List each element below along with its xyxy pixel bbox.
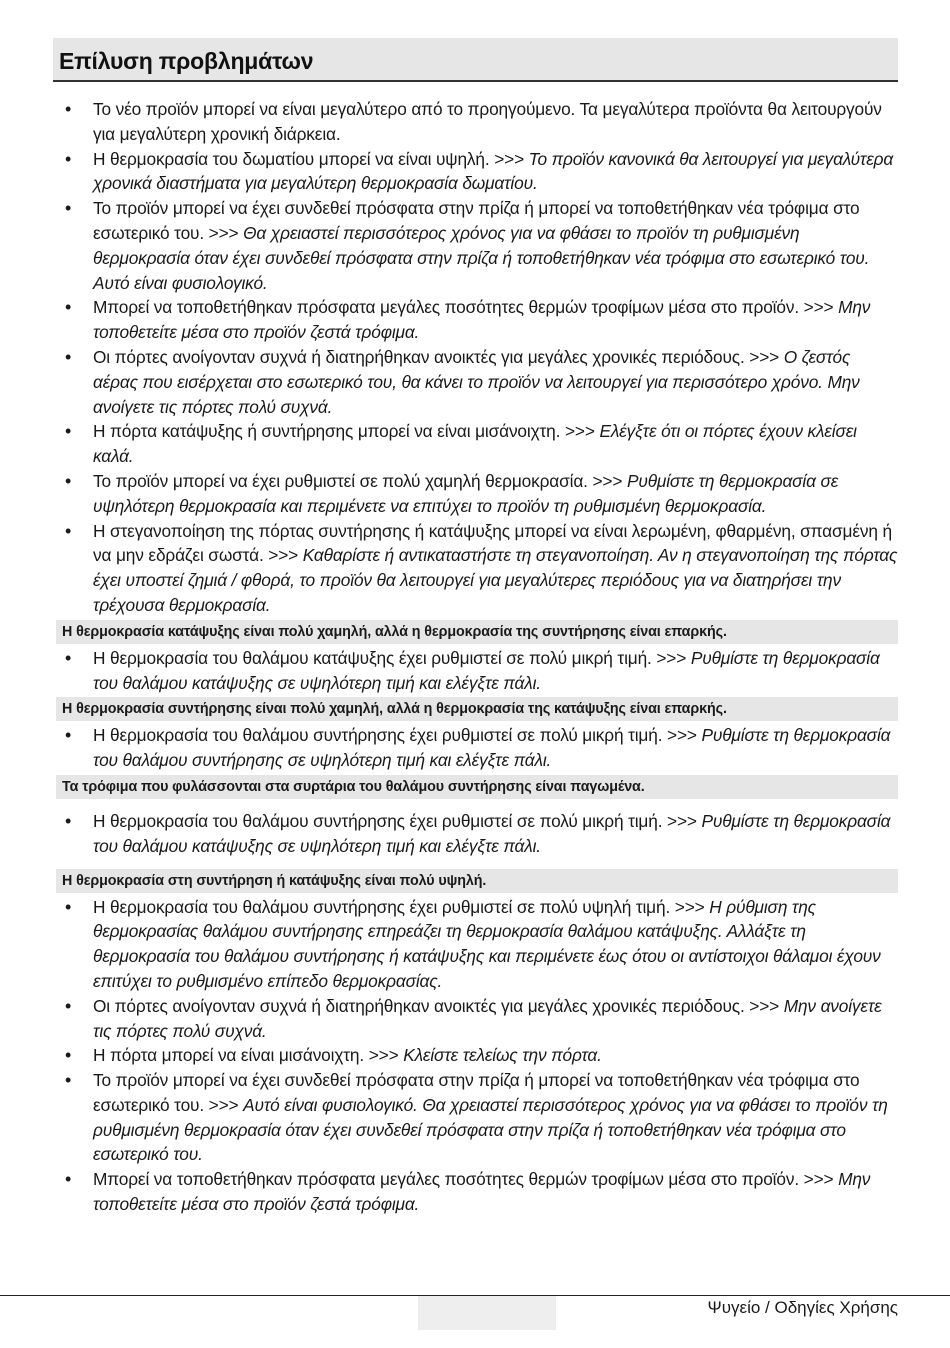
item-remedy: Αυτό είναι φυσιολογικό. Θα χρειαστεί περισσότερος χρόνος για να φθάσει το προϊόν τη ρυθμισμένη θερμοκρασία όταν έχει συνδεθεί πρόσφατα στην πρίζα ή τοποθετήθηκαν νέα τρόφιμα στο εσωτερικό του. [93, 1094, 888, 1165]
footer-label: Ψυγείο / Οδηγίες Χρήσης [707, 1298, 898, 1317]
list-item [58, 147, 898, 197]
item-text: Η πόρτα κατάψυξης ή συντήρησης μπορεί να είναι μισάνοιχτη. >>> [93, 421, 600, 442]
item-text: Μπορεί να τοποθετήθηκαν πρόσφατα μεγάλες ποσότητες θερμών τροφίμων μέσα στο προϊόν. >>> [93, 1169, 839, 1190]
item-text: Η θερμοκρασία του θαλάμου συντήρησης έχει ρυθμιστεί σε πολύ μικρή τιμή. >>> [93, 810, 702, 831]
list-item [58, 469, 898, 519]
list-item [58, 345, 898, 419]
section-items-list [58, 809, 898, 859]
item-remedy: Κλείστε τελείως την πόρτα. [403, 1045, 602, 1066]
item-remedy: Ο ζεστός αέρας που εισέρχεται στο εσωτερικό του, θα κάνει το προϊόν να λειτουργεί για περισσότερο χρόνο. Μην ανοίγετε τις πόρτες πολύ συχνά. [93, 346, 860, 417]
page-number-box [418, 1296, 556, 1330]
item-text: Η θερμοκρασία του θαλάμου κατάψυξης έχει ρυθμιστεί σε πολύ μικρή τιμή. >>> [93, 647, 691, 668]
list-item [58, 196, 898, 295]
list-item [58, 809, 898, 859]
list-item [58, 1167, 898, 1217]
item-remedy: Μην τοποθετείτε μέσα στο προϊόν ζεστά τρόφιμα. [93, 1169, 871, 1215]
list-item [58, 994, 898, 1044]
list-item [58, 519, 898, 618]
title-bar [53, 38, 898, 82]
section-items-list [58, 895, 898, 1217]
item-remedy: Θα χρειαστεί περισσότερος χρόνος για να φθάσει το προϊόν τη ρυθμισμένη θερμοκρασία όταν έχει συνδεθεί πρόσφατα στην πρίζα ή τοποθετήθηκαν νέα τρόφιμα στο εσωτερικό του. Αυτό είναι φυσιολογικό. [93, 222, 870, 293]
troubleshooting-content [58, 97, 898, 1217]
item-remedy: Ρυθμίστε τη θερμοκρασία του θαλάμου κατάψυξης σε υψηλότερη τιμή και ελέγξτε πάλι. [93, 647, 880, 693]
item-remedy: Το προϊόν κανονικά θα λειτουργεί για μεγαλύτερα χρονικά διαστήματα για μεγαλύτερη θερμοκρασία δωματίου. [93, 148, 894, 194]
list-item [58, 295, 898, 345]
item-remedy: Μην τοποθετείτε μέσα στο προϊόν ζεστά τρόφιμα. [93, 297, 871, 343]
item-remedy: Ελέγξτε ότι οι πόρτες έχουν κλείσει καλά. [93, 421, 857, 467]
list-item [58, 895, 898, 994]
item-text: Οι πόρτες ανοίγονταν συχνά ή διατηρήθηκαν ανοικτές για μεγάλες χρονικές περιόδους. >>> [93, 995, 784, 1016]
page-title: Επίλυση προβλημάτων [59, 48, 314, 74]
section-heading: Τα τρόφιμα που φυλάσσονται στα συρτάρια του θαλάμου συντήρησης είναι παγωμένα. [56, 775, 898, 799]
item-text: Το προϊόν μπορεί να έχει συνδεθεί πρόσφατα στην πρίζα ή μπορεί να τοποθετήθηκαν νέα τρόφιμα στο εσωτερικό του. >>> [93, 198, 860, 243]
list-item [58, 646, 898, 696]
item-text: Η στεγανοποίηση της πόρτας συντήρησης ή κατάψυξης μπορεί να είναι λερωμένη, φθαρμένη, σπασμένη ή να μην εδράζει σωστά. >>> [93, 520, 892, 566]
item-remedy: Ρυθμίστε τη θερμοκρασία του θαλάμου κατάψυξης σε υψηλότερη τιμή και ελέγξτε πάλι. [93, 810, 891, 856]
item-text: Το προϊόν μπορεί να έχει ρυθμιστεί σε πολύ χαμηλή θερμοκρασία. >>> [93, 470, 627, 491]
item-remedy: Μην ανοίγετε τις πόρτες πολύ συχνά. [93, 995, 882, 1041]
section-items-list [58, 723, 898, 773]
item-remedy: Ρυθμίστε τη θερμοκρασία σε υψηλότερη θερμοκρασία και περιμένετε να επιτύχει το προϊόν τη ρυθμισμένη θερμοκρασία. [93, 470, 839, 516]
item-text: Η θερμοκρασία του θαλάμου συντήρησης έχει ρυθμιστεί σε πολύ μικρή τιμή. >>> [93, 725, 702, 746]
general-items-list [58, 97, 898, 618]
list-item [58, 97, 898, 147]
item-text: Η θερμοκρασία του θαλάμου συντήρησης έχει ρυθμιστεί σε πολύ υψηλή τιμή. >>> [93, 896, 710, 917]
section-items-list [58, 646, 898, 696]
item-text: Το προϊόν μπορεί να έχει συνδεθεί πρόσφατα στην πρίζα ή μπορεί να τοποθετήθηκαν νέα τρόφιμα στο εσωτερικό του. >>> [93, 1070, 860, 1115]
item-text: Το νέο προϊόν μπορεί να είναι μεγαλύτερο από το προηγούμενο. Τα μεγαλύτερα προϊόντα θα λειτουργούν για μεγαλύτερη χρονική διάρκεια. [93, 99, 882, 144]
list-item [58, 1043, 898, 1068]
list-item [58, 1068, 898, 1167]
section-heading: Η θερμοκρασία συντήρησης είναι πολύ χαμηλή, αλλά η θερμοκρασία της κατάψυξης είναι επαρκής. [56, 697, 898, 721]
list-item [58, 419, 898, 469]
item-text: Η θερμοκρασία του δωματίου μπορεί να είναι υψηλή. >>> [93, 148, 529, 169]
section-heading: Η θερμοκρασία στη συντήρηση ή κατάψυξης είναι πολύ υψηλή. [56, 869, 898, 893]
item-text: Οι πόρτες ανοίγονταν συχνά ή διατηρήθηκαν ανοικτές για μεγάλες χρονικές περιόδους. >>> [93, 346, 784, 367]
list-item [58, 723, 898, 773]
item-remedy: Καθαρίστε ή αντικαταστήστε τη στεγανοποίηση. Αν η στεγανοποίηση της πόρτας έχει υποστεί ζημιά / φθορά, το προϊόν θα λειτουργεί για μεγαλύτερες περιόδους για να διατηρήσει την τρέχουσα θερμοκρασία. [93, 545, 898, 615]
item-remedy: Ρυθμίστε τη θερμοκρασία του θαλάμου συντήρησης σε υψηλότερη τιμή και ελέγξτε πάλι. [93, 725, 891, 771]
item-text: Μπορεί να τοποθετήθηκαν πρόσφατα μεγάλες ποσότητες θερμών τροφίμων μέσα στο προϊόν. >>> [93, 297, 839, 318]
section-heading: Η θερμοκρασία κατάψυξης είναι πολύ χαμηλή, αλλά η θερμοκρασία της συντήρησης είναι επαρκής. [56, 620, 898, 644]
item-remedy: Η ρύθμιση της θερμοκρασίας θαλάμου συντήρησης επηρεάζει τη θερμοκρασία θαλάμου κατάψυξης. Αλλάξτε τη θερμοκρασία του θαλάμου συντήρησης ή κατάψυξης και περιμένετε έως ότου οι αντίστοιχοι θάλαμοι έχουν επιτύχει το ρυθμισμένο επίπεδο θερμοκρασίας. [93, 896, 881, 991]
item-text: Η πόρτα μπορεί να είναι μισάνοιχτη. >>> [93, 1045, 404, 1066]
